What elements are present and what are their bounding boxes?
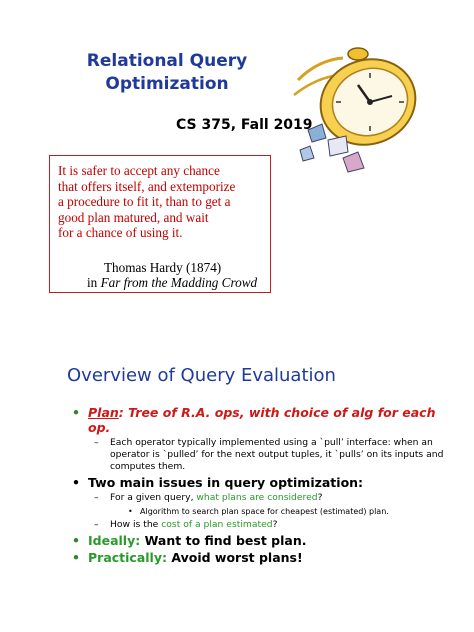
bullet-plan [70, 405, 450, 435]
ideally-text: Want to find best plan. [140, 533, 307, 548]
quote-source-prefix: in [87, 275, 101, 290]
bullet-list [70, 405, 450, 567]
title-line-2: Optimization [105, 74, 229, 94]
issue2-highlight: cost of a plan estimated [161, 519, 273, 530]
slide-title [60, 50, 274, 96]
issue2-post: ? [272, 519, 278, 530]
issue1-pre: For a given query, [110, 492, 197, 503]
bullet-icon: • [72, 533, 80, 548]
quote-source-book: Far from the Madding Crowd [100, 275, 258, 290]
practically-label: Practically: [88, 550, 167, 565]
bullet-issues [70, 475, 450, 490]
bullet-ideally [70, 533, 450, 548]
ideally-label: Ideally: [88, 533, 141, 548]
practically-text: Avoid worst plans! [167, 550, 303, 565]
plan-text: Tree of R.A. ops, with choice of alg for each op. [88, 405, 436, 435]
bullet-icon: • [72, 405, 80, 420]
quote-text: It is safer to accept any chance that offers itself, and extemporize a procedure to fit it, than to get a good plan matured, and wait for a chance of using it. [58, 163, 236, 241]
bullet-practically [70, 550, 450, 565]
bullet-issue-2 [70, 519, 450, 531]
quote-author: Thomas Hardy (1874) [104, 260, 222, 275]
issue2-pre: How is the [110, 519, 162, 530]
dash-icon: – [94, 519, 99, 530]
plan-sub-text: Each operator typically implemented using a `pull’ interface: when an operator is `pulled’ for the next output tuples, it `pulls’ on its inputs and computes them. [110, 437, 444, 472]
section-title: Overview of Query Evaluation [67, 365, 336, 386]
issue1-sub-text: Algorithm to search plan space for cheapest (estimated) plan. [140, 507, 389, 516]
bullet-plan-sub [70, 437, 450, 473]
issues-text: Two main issues in query optimization: [88, 475, 364, 490]
alarm-clock-icon [288, 40, 428, 180]
bullet-icon: • [72, 550, 80, 565]
issue1-post: ? [317, 492, 323, 503]
bullet-icon: • [128, 507, 133, 516]
bullet-issue-1-sub [70, 506, 450, 517]
issue1-highlight: what plans are considered [196, 492, 318, 503]
plan-colon: : [118, 405, 124, 420]
title-line-1: Relational Query [86, 51, 248, 71]
dash-icon: – [94, 492, 99, 503]
bullet-icon: • [72, 475, 80, 490]
plan-label: Plan [88, 405, 119, 420]
bullet-issue-1 [70, 492, 450, 504]
quote-source [87, 275, 257, 291]
course-label: CS 375, Fall 2019 [176, 117, 313, 133]
dash-icon: – [94, 437, 99, 448]
